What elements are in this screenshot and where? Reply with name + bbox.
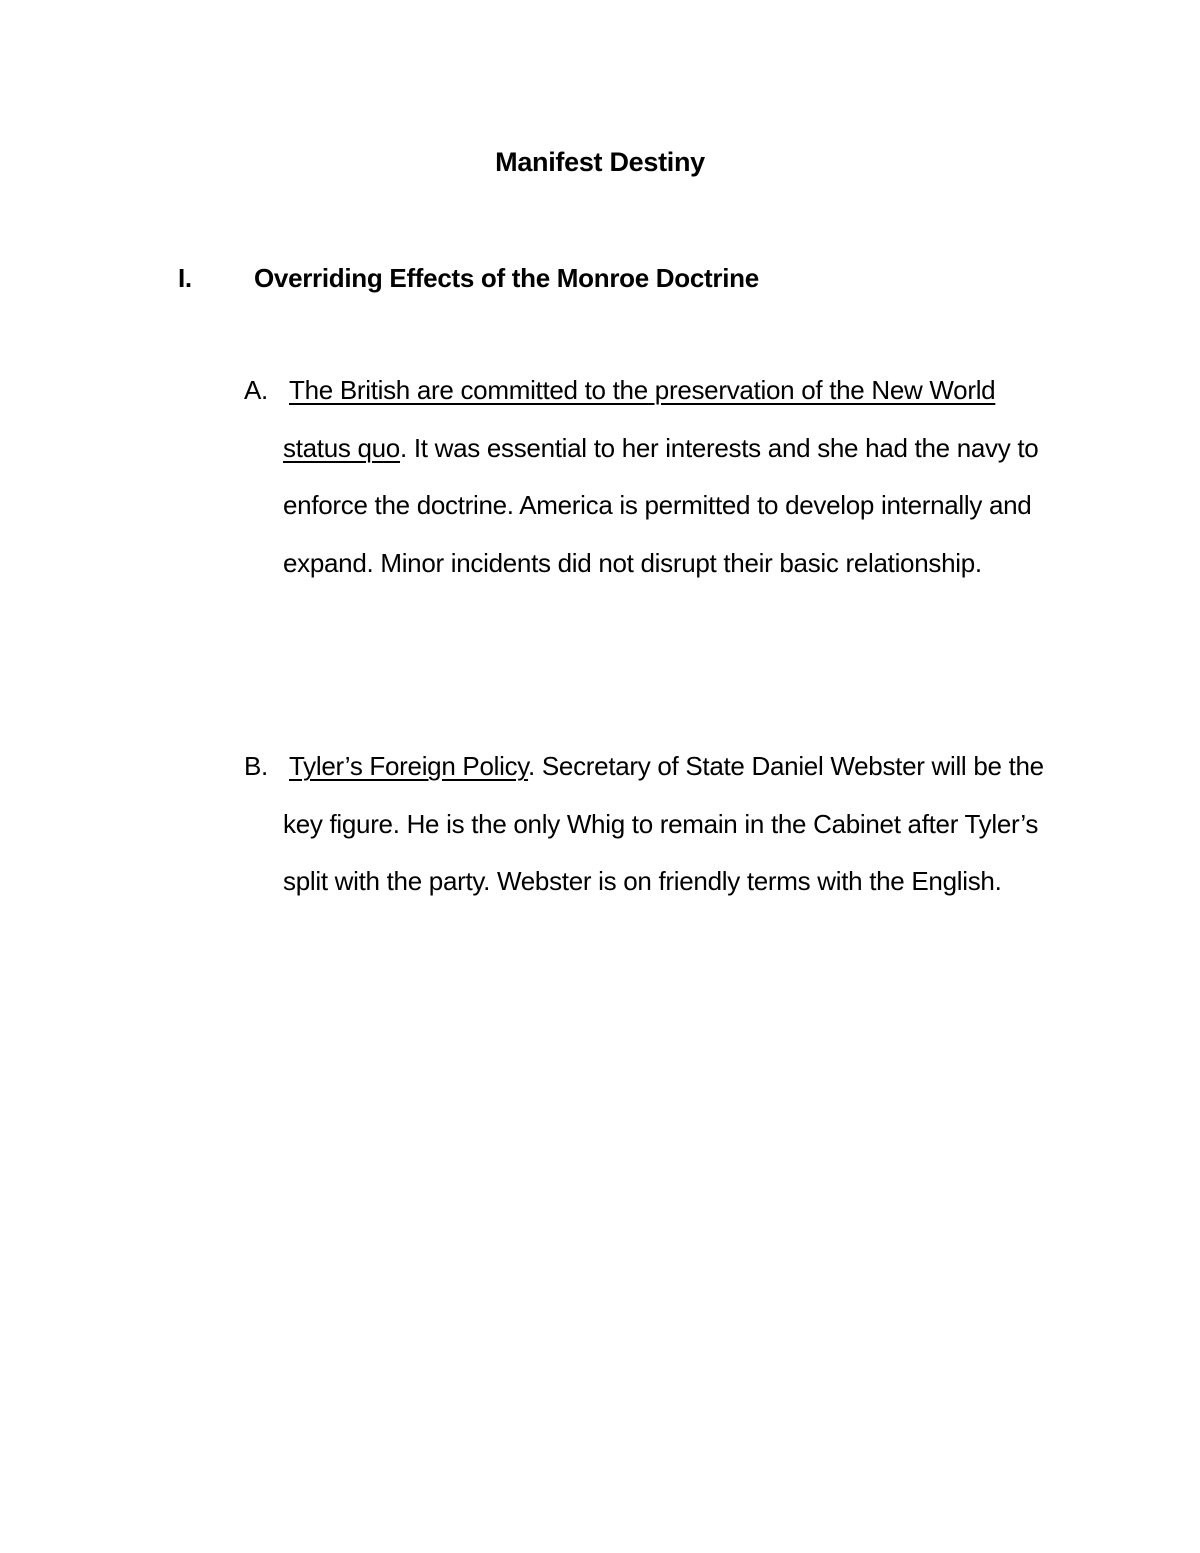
item-paragraph	[283, 362, 1063, 592]
item-underlined-lead: Tyler’s Foreign Policy	[289, 751, 529, 781]
item-body-text: . Secretary of State Daniel Webster will be the key figure. He is the only Whig to remain in the Cabinet after Tyler’s split with the party. Webster is on friendly terms with the English.	[283, 751, 1044, 896]
item-letter: A.	[244, 375, 268, 405]
item-underlined-lead: The British are committed to the preservation of the New World status quo	[283, 375, 996, 463]
document-title: Manifest Destiny	[495, 147, 705, 177]
item-paragraph	[283, 738, 1063, 911]
section-heading: Overriding Effects of the Monroe Doctrine	[254, 263, 759, 293]
section-numeral: I.	[178, 263, 192, 293]
item-body-text: . It was essential to her interests and she had the navy to enforce the doctrine. America is permitted to develop internally and expand. Minor incidents did not disrupt their basic relationship.	[283, 432, 1039, 578]
outline-item-a	[244, 362, 1074, 592]
section-header	[178, 258, 1078, 298]
item-letter: B.	[244, 751, 268, 781]
outline-item-b	[244, 738, 1074, 911]
